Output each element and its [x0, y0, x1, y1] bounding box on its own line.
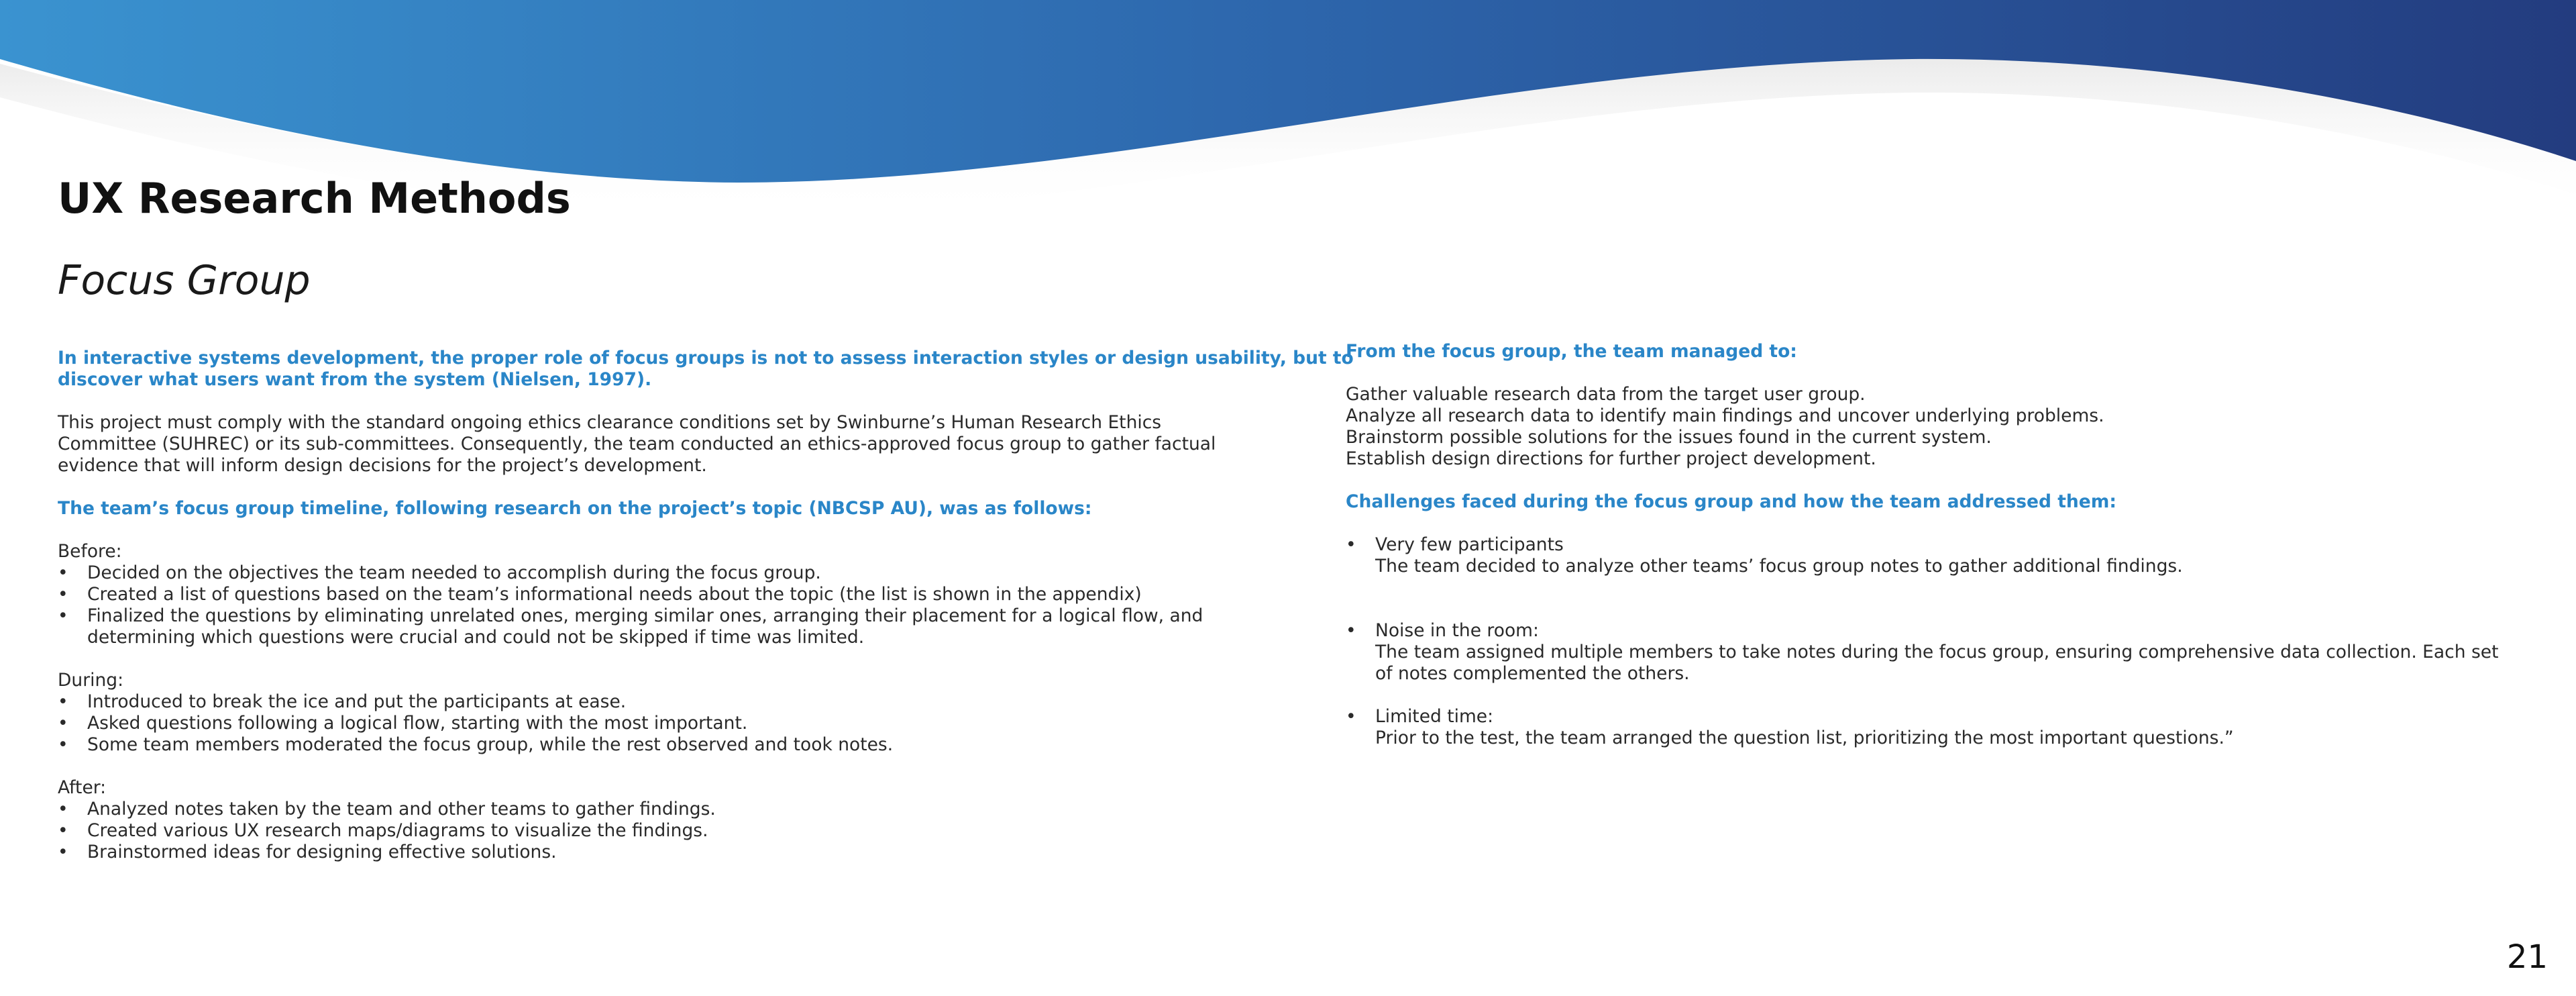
- outcomes-heading: From the focus group, the team managed to:: [1346, 341, 1797, 362]
- list-item-text: [87, 605, 1203, 648]
- challenges-heading: Challenges faced during the focus group and how the team addressed them:: [1346, 491, 2116, 512]
- list-item-text: Created a list of questions based on the team’s informational needs about the topic (the list is shown in the appendix): [87, 584, 1142, 605]
- intro-quote-line: In interactive systems development, the proper role of focus groups is not to assess interaction styles or design usability, but to: [58, 348, 1354, 368]
- list-item-line: Finalized the questions by eliminating unrelated ones, merging similar ones, arranging their placement for a logical flow, and: [87, 605, 1203, 626]
- before-label: Before:: [58, 541, 122, 562]
- outcome-line: Analyze all research data to identify main findings and uncover underlying problems.: [1346, 405, 2104, 426]
- challenge-response: of notes complemented the others.: [1375, 663, 1690, 684]
- list-item: [58, 820, 1292, 842]
- list-item-text: Some team members moderated the focus group, while the rest observed and took notes.: [87, 734, 894, 755]
- bullet-icon: •: [58, 734, 68, 755]
- list-item: [58, 713, 1292, 734]
- compliance-line: Committee (SUHREC) or its sub-committees. Consequently, the team conducted an ethics-approved focus group to gather factual: [58, 434, 1216, 454]
- bullet-icon: •: [58, 691, 68, 712]
- list-item: [58, 734, 1292, 756]
- challenge-response: The team assigned multiple members to take notes during the focus group, ensuring comprehensive data collection. Each set: [1375, 642, 2499, 662]
- bullet-icon: •: [1346, 706, 1356, 727]
- list-item: [58, 842, 1292, 863]
- challenge-response: The team decided to analyze other teams’ focus group notes to gather additional findings.: [1375, 556, 2183, 577]
- challenge-title: Noise in the room:: [1375, 620, 1539, 641]
- list-item-text: Created various UX research maps/diagrams to visualize the findings.: [87, 820, 708, 841]
- bullet-icon: •: [58, 799, 68, 819]
- list-item: [58, 584, 1292, 605]
- section-subtitle: Focus Group: [58, 257, 311, 304]
- list-item: [58, 605, 1292, 648]
- outcome-line: Establish design directions for further project development.: [1346, 448, 1876, 469]
- challenge-title: Limited time:: [1375, 706, 1494, 727]
- list-item-text: Analyzed notes taken by the team and other teams to gather findings.: [87, 799, 716, 819]
- challenge-item: [1346, 534, 2540, 556]
- list-item-text: Introduced to break the ice and put the participants at ease.: [87, 691, 627, 712]
- intro-quote-line: discover what users want from the system (Nielsen, 1997).: [58, 369, 652, 390]
- challenge-item: [1346, 620, 2540, 642]
- list-item-text: Decided on the objectives the team needed to accomplish during the focus group.: [87, 562, 821, 583]
- outcome-line: Gather valuable research data from the target user group.: [1346, 384, 1866, 405]
- timeline-heading: The team’s focus group timeline, following research on the project’s topic (NBCSP AU), was as follows:: [58, 498, 1092, 519]
- challenge-title: Very few participants: [1375, 534, 1564, 555]
- list-item: [58, 691, 1292, 713]
- bullet-icon: •: [58, 562, 68, 583]
- bullet-icon: •: [58, 713, 68, 734]
- list-item: [58, 562, 1292, 584]
- bullet-icon: •: [58, 820, 68, 841]
- list-item-text: Asked questions following a logical flow, starting with the most important.: [87, 713, 748, 734]
- bullet-icon: •: [58, 605, 68, 626]
- header-wave-banner: [0, 0, 2576, 201]
- left-column: [58, 348, 1354, 863]
- page-number: 21: [2506, 938, 2548, 976]
- bullet-icon: •: [58, 842, 68, 862]
- bullet-icon: •: [1346, 620, 1356, 641]
- outcome-line: Brainstorm possible solutions for the issues found in the current system.: [1346, 427, 1992, 448]
- right-column: [1346, 341, 2540, 749]
- compliance-line: evidence that will inform design decisions for the project’s development.: [58, 455, 707, 476]
- bullet-icon: •: [1346, 534, 1356, 555]
- list-item: [58, 799, 1292, 820]
- list-item-text: Brainstormed ideas for designing effective solutions.: [87, 842, 557, 862]
- compliance-line: This project must comply with the standard ongoing ethics clearance conditions set by Swinburne’s Human Research Ethics: [58, 412, 1162, 433]
- bullet-icon: •: [58, 584, 68, 605]
- after-label: After:: [58, 777, 107, 798]
- page-title: UX Research Methods: [58, 174, 571, 223]
- list-item-line: determining which questions were crucial and could not be skipped if time was limited.: [87, 627, 865, 648]
- challenge-response: Prior to the test, the team arranged the question list, prioritizing the most important questions.”: [1375, 728, 2234, 748]
- challenge-item: [1346, 706, 2540, 728]
- during-label: During:: [58, 670, 124, 691]
